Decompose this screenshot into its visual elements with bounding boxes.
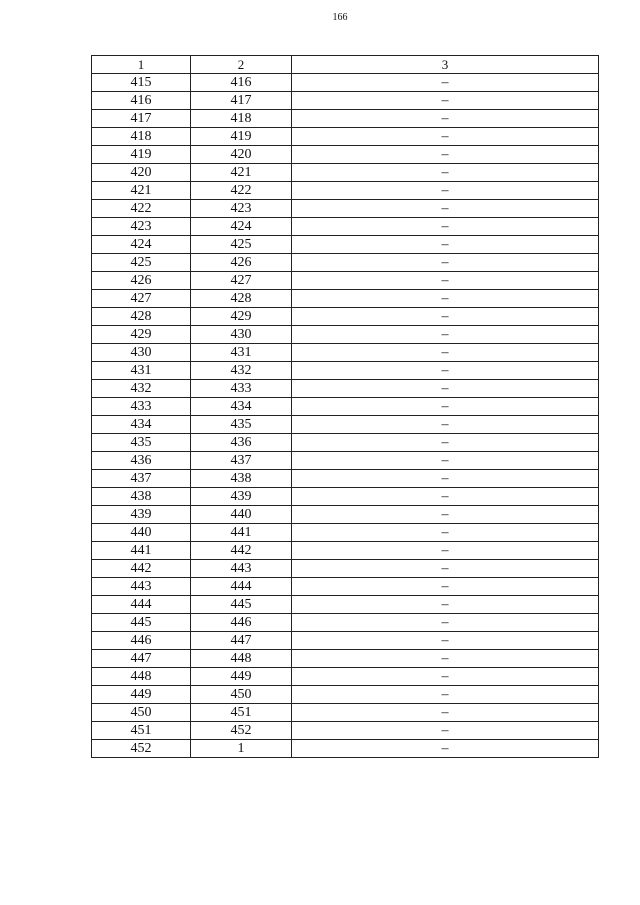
table-row [92,92,599,110]
table-cell-col-2: 448 [191,650,292,668]
table-cell-col-1: 436 [92,452,191,470]
table-cell-col-1: 430 [92,344,191,362]
table-cell-col-1: 444 [92,596,191,614]
table-cell-col-2: 427 [191,272,292,290]
table-row [92,398,599,416]
table-row [92,488,599,506]
table-cell-col-2: 443 [191,560,292,578]
table-cell-col-1: 421 [92,182,191,200]
table-cell-col-2: 432 [191,362,292,380]
table-cell-col-2: 441 [191,524,292,542]
column-header-1: 1 [92,56,191,74]
table-cell-col-1: 415 [92,74,191,92]
table-row [92,704,599,722]
table-row [92,164,599,182]
table-cell-col-1: 423 [92,218,191,236]
table-row [92,596,599,614]
table-cell-col-3: – [292,254,599,272]
table-cell-col-1: 446 [92,632,191,650]
table-cell-col-2: 439 [191,488,292,506]
table-cell-col-3: – [292,722,599,740]
table-cell-col-2: 430 [191,326,292,344]
table-row [92,254,599,272]
table-cell-col-2: 417 [191,92,292,110]
table-row [92,434,599,452]
table-cell-col-3: – [292,452,599,470]
table-cell-col-2: 425 [191,236,292,254]
table-row [92,722,599,740]
table-cell-col-1: 422 [92,200,191,218]
table-header-row [92,56,599,74]
table-cell-col-3: – [292,596,599,614]
table-cell-col-2: 418 [191,110,292,128]
table-cell-col-1: 426 [92,272,191,290]
table-cell-col-1: 433 [92,398,191,416]
table-cell-col-3: – [292,704,599,722]
table-cell-col-1: 416 [92,92,191,110]
table-cell-col-1: 445 [92,614,191,632]
table-row [92,452,599,470]
table-cell-col-2: 442 [191,542,292,560]
table-cell-col-1: 427 [92,290,191,308]
table-row [92,506,599,524]
table-cell-col-3: – [292,524,599,542]
table-cell-col-1: 438 [92,488,191,506]
table-cell-col-2: 434 [191,398,292,416]
table-cell-col-1: 420 [92,164,191,182]
table-cell-col-1: 448 [92,668,191,686]
column-header-3: 3 [292,56,599,74]
table-row [92,128,599,146]
table-cell-col-1: 424 [92,236,191,254]
table-cell-col-2: 440 [191,506,292,524]
table-row [92,326,599,344]
table-cell-col-3: – [292,326,599,344]
table-row [92,686,599,704]
table-cell-col-2: 426 [191,254,292,272]
table-row [92,200,599,218]
table-cell-col-3: – [292,380,599,398]
table-cell-col-3: – [292,542,599,560]
table-cell-col-3: – [292,578,599,596]
table-cell-col-2: 421 [191,164,292,182]
table-row [92,560,599,578]
table-row [92,614,599,632]
table-cell-col-3: – [292,344,599,362]
table-cell-col-3: – [292,308,599,326]
table-cell-col-2: 450 [191,686,292,704]
table-cell-col-2: 428 [191,290,292,308]
table-cell-col-3: – [292,434,599,452]
table-cell-col-1: 429 [92,326,191,344]
table-cell-col-3: – [292,164,599,182]
table-cell-col-1: 447 [92,650,191,668]
table-row [92,290,599,308]
table-row [92,524,599,542]
table-cell-col-1: 440 [92,524,191,542]
table-row [92,110,599,128]
table-cell-col-2: 431 [191,344,292,362]
table-cell-col-3: – [292,272,599,290]
table-row [92,578,599,596]
table-cell-col-3: – [292,560,599,578]
table-cell-col-2: 447 [191,632,292,650]
table-cell-col-2: 436 [191,434,292,452]
table-cell-col-2: 416 [191,74,292,92]
table-row [92,668,599,686]
table-row [92,182,599,200]
table-header [92,56,599,74]
table-cell-col-3: – [292,236,599,254]
table-cell-col-3: – [292,218,599,236]
table-cell-col-3: – [292,416,599,434]
table-row [92,650,599,668]
table-cell-col-2: 419 [191,128,292,146]
table-cell-col-1: 431 [92,362,191,380]
table-cell-col-2: 444 [191,578,292,596]
table-cell-col-3: – [292,92,599,110]
table-cell-col-3: – [292,398,599,416]
table-row [92,146,599,164]
table-cell-col-3: – [292,290,599,308]
table-cell-col-2: 445 [191,596,292,614]
table-cell-col-2: 424 [191,218,292,236]
table-cell-col-2: 451 [191,704,292,722]
table-cell-col-1: 451 [92,722,191,740]
table-row [92,344,599,362]
table-row [92,542,599,560]
table-cell-col-1: 419 [92,146,191,164]
table-cell-col-1: 435 [92,434,191,452]
table-cell-col-2: 446 [191,614,292,632]
data-table [91,55,599,758]
table-cell-col-1: 449 [92,686,191,704]
table-cell-col-1: 450 [92,704,191,722]
table-row [92,470,599,488]
table-cell-col-3: – [292,686,599,704]
table-cell-col-3: – [292,128,599,146]
table-row [92,740,599,758]
table-cell-col-2: 438 [191,470,292,488]
table-cell-col-2: 423 [191,200,292,218]
table-cell-col-1: 432 [92,380,191,398]
table-row [92,632,599,650]
table-cell-col-2: 437 [191,452,292,470]
table-row [92,236,599,254]
page-number: 166 [332,12,348,23]
table-cell-col-1: 443 [92,578,191,596]
table-cell-col-3: – [292,200,599,218]
table-cell-col-1: 452 [92,740,191,758]
table-cell-col-1: 439 [92,506,191,524]
table-cell-col-1: 417 [92,110,191,128]
table-cell-col-2: 435 [191,416,292,434]
table-row [92,362,599,380]
table-cell-col-3: – [292,740,599,758]
table-cell-col-2: 1 [191,740,292,758]
table-cell-col-1: 418 [92,128,191,146]
table-cell-col-1: 434 [92,416,191,434]
table-row [92,416,599,434]
table-cell-col-1: 442 [92,560,191,578]
table-cell-col-3: – [292,506,599,524]
table-cell-col-2: 452 [191,722,292,740]
table-cell-col-2: 420 [191,146,292,164]
table-row [92,74,599,92]
table-cell-col-3: – [292,362,599,380]
table-cell-col-3: – [292,632,599,650]
table-cell-col-1: 437 [92,470,191,488]
table-cell-col-2: 429 [191,308,292,326]
table-body [92,74,599,758]
table-cell-col-2: 449 [191,668,292,686]
table-cell-col-3: – [292,488,599,506]
table-cell-col-3: – [292,614,599,632]
table-cell-col-3: – [292,470,599,488]
table-cell-col-3: – [292,182,599,200]
table-cell-col-3: – [292,74,599,92]
table-cell-col-1: 428 [92,308,191,326]
table-cell-col-3: – [292,650,599,668]
table-cell-col-3: – [292,110,599,128]
table-cell-col-2: 433 [191,380,292,398]
table-cell-col-1: 441 [92,542,191,560]
table-cell-col-2: 422 [191,182,292,200]
table-cell-col-3: – [292,146,599,164]
table-row [92,272,599,290]
column-header-2: 2 [191,56,292,74]
table-row [92,380,599,398]
table-row [92,218,599,236]
table-cell-col-1: 425 [92,254,191,272]
table-cell-col-3: – [292,668,599,686]
table-row [92,308,599,326]
